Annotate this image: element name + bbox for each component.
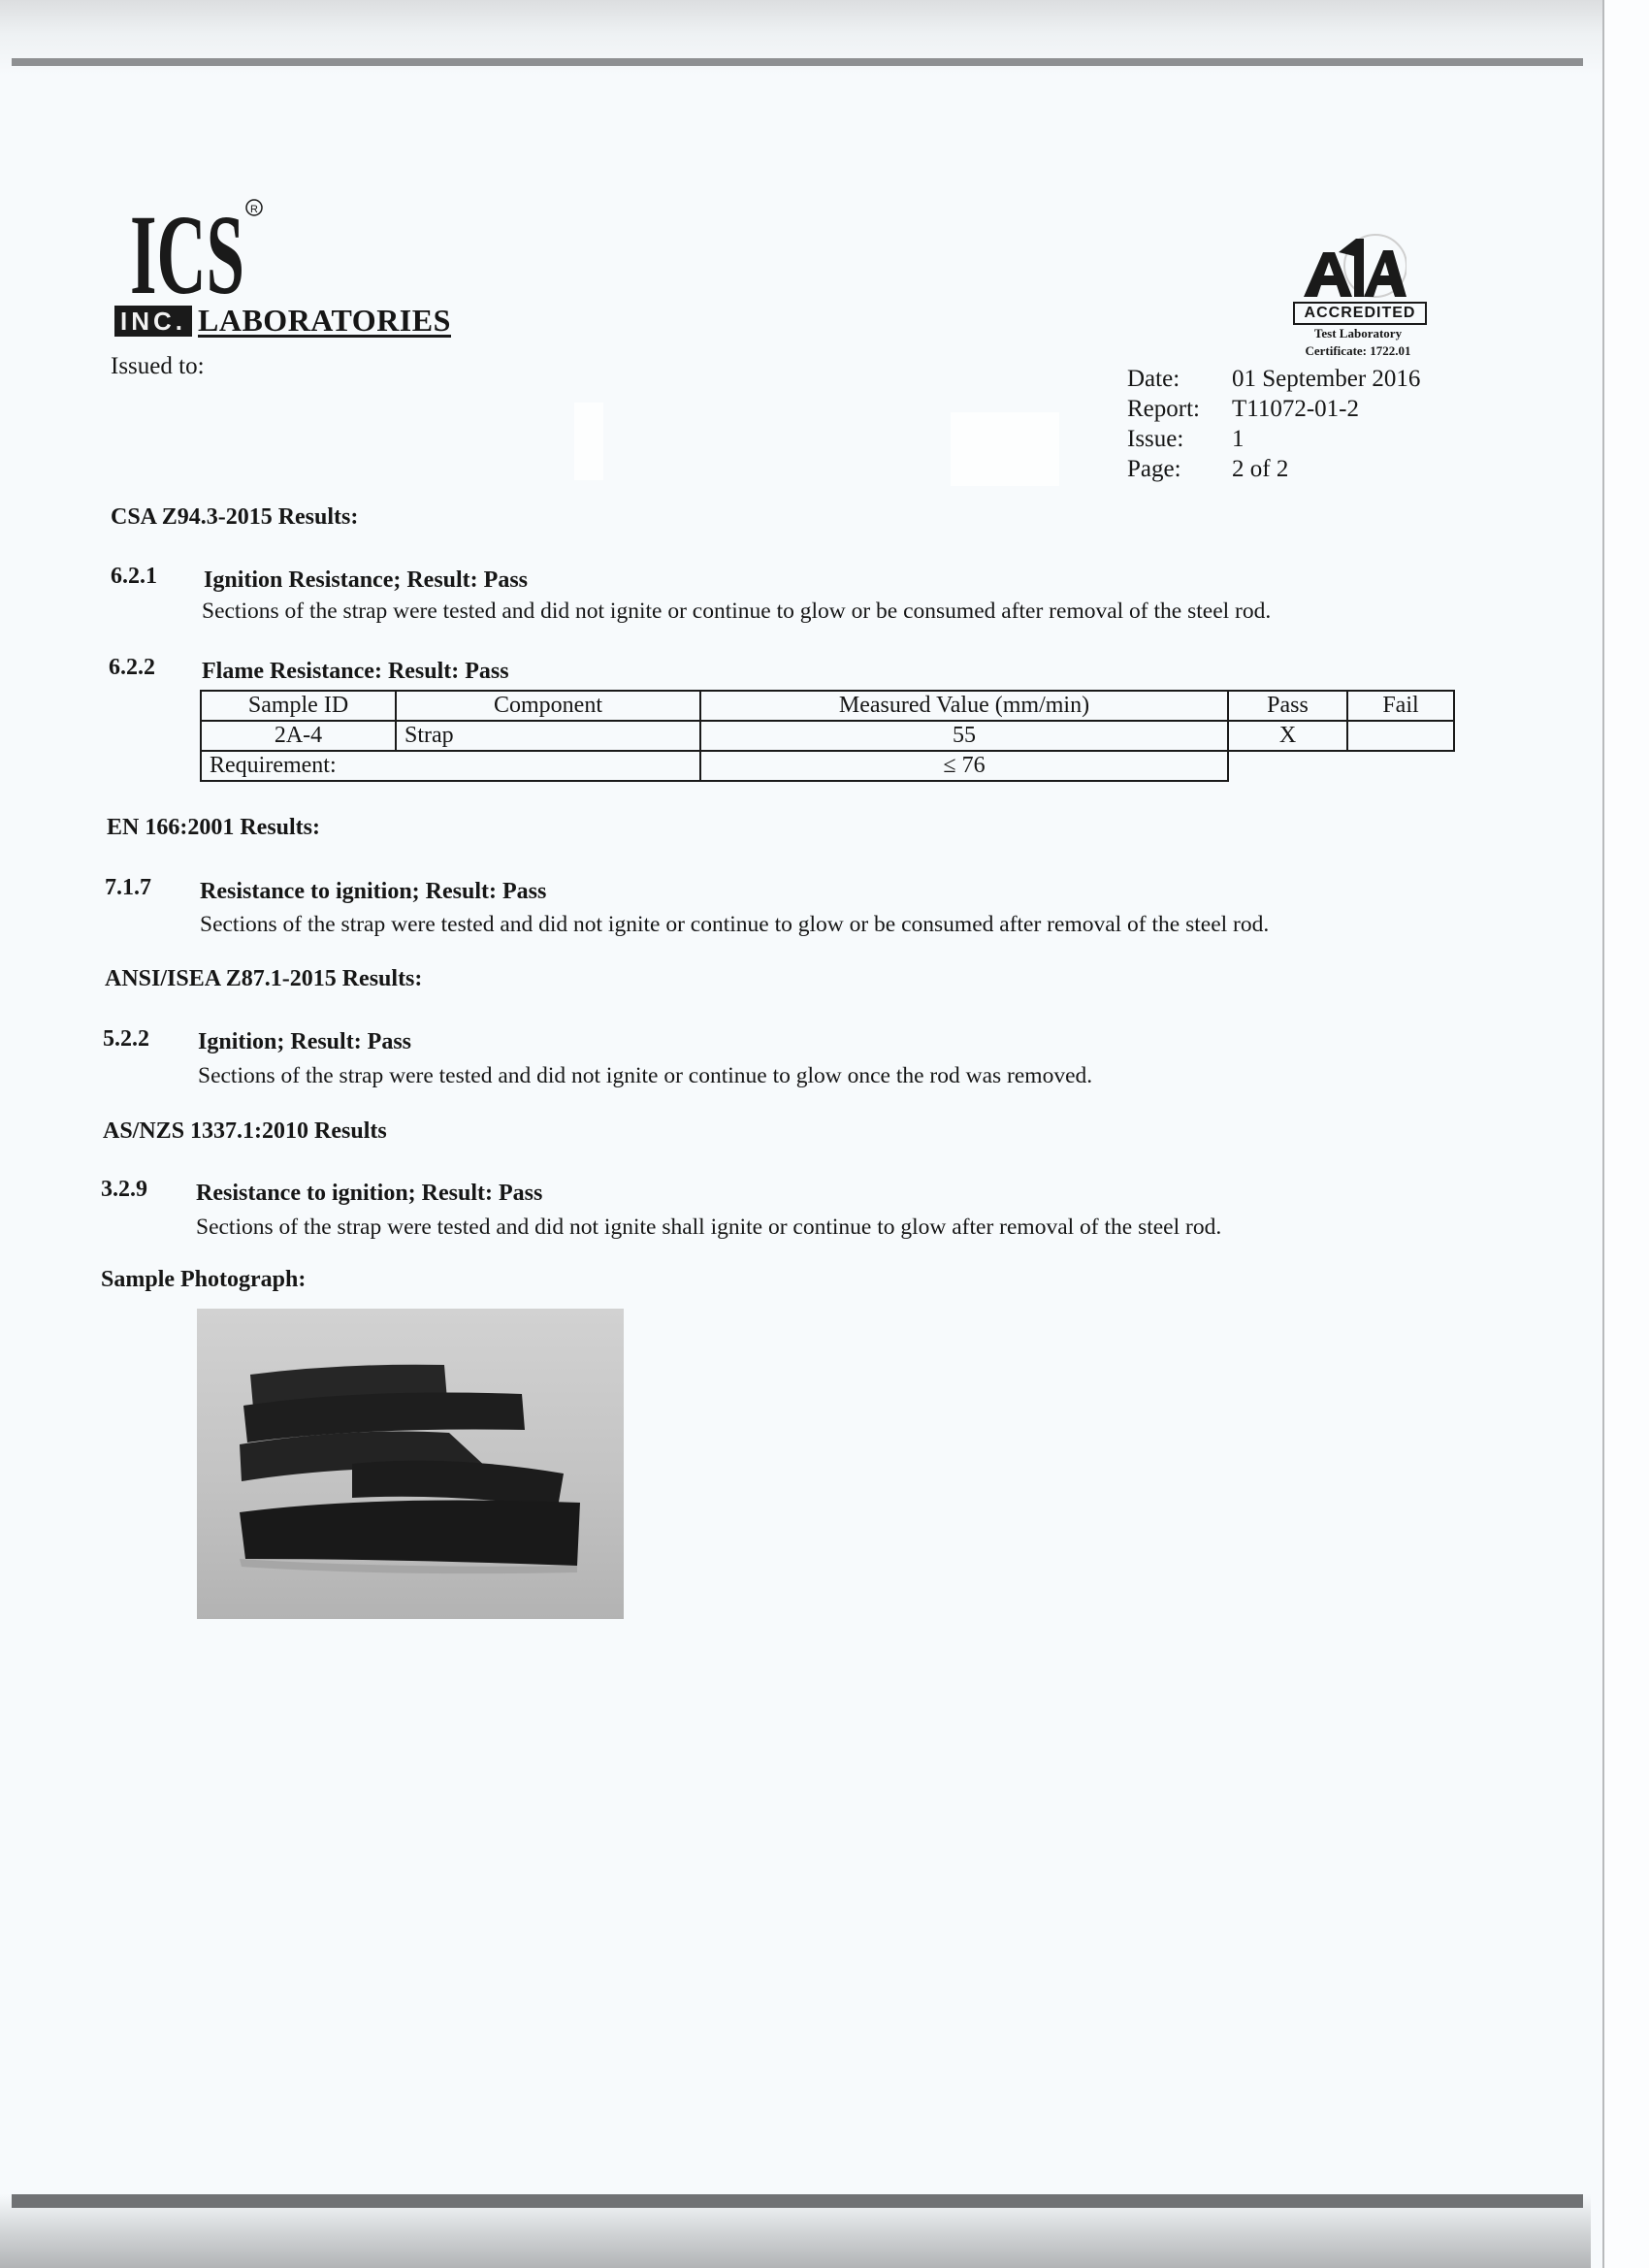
page-value: 2 of 2 [1232, 456, 1289, 482]
sample-photograph [197, 1309, 624, 1619]
issue-label: Issue: [1127, 426, 1184, 452]
csa-item1-number: 6.2.1 [111, 564, 157, 589]
empty-cell [1228, 751, 1454, 781]
svg-text:R: R [250, 204, 258, 215]
redaction-patch [951, 412, 1059, 486]
cell-fail [1347, 721, 1454, 751]
cell-pass: X [1228, 721, 1347, 751]
redaction-patch [574, 403, 603, 480]
flame-resistance-table [200, 690, 1455, 782]
table-row [201, 721, 1454, 751]
report-value: T11072-01-2 [1232, 396, 1359, 422]
scan-right-margin [1602, 0, 1649, 2268]
ansi-item-title: Ignition; Result: Pass [198, 1029, 412, 1054]
asnzs-item-text: Sections of the strap were tested and did not ignite shall ignite or continue to glow after removal of the steel rod. [196, 1215, 1222, 1240]
report-label: Report: [1127, 396, 1200, 422]
en-item-text: Sections of the strap were tested and did not ignite or continue to glow or be consumed after removal of the steel rod. [200, 912, 1270, 937]
issued-to-label: Issued to: [111, 353, 205, 379]
table-header-row [201, 691, 1454, 721]
ansi-section-title: ANSI/ISEA Z87.1-2015 Results: [105, 966, 423, 991]
header-measured-value: Measured Value (mm/min) [700, 691, 1228, 721]
scan-right-edge [1602, 0, 1604, 2268]
company-laboratories: LABORATORIES [198, 302, 451, 338]
svg-text:ICS: ICS [130, 194, 244, 301]
company-logo-wordmark [114, 302, 451, 338]
scan-bottom-edge [12, 2194, 1583, 2208]
requirement-value: ≤ 76 [700, 751, 1228, 781]
csa-item2-number: 6.2.2 [109, 655, 155, 680]
accredited-badge: ACCREDITED [1293, 302, 1427, 325]
accreditation-line-1: Test Laboratory [1313, 326, 1403, 340]
ansi-item-text: Sections of the strap were tested and did not ignite or continue to glow once the rod was removed. [198, 1063, 1093, 1088]
csa-item1-text: Sections of the strap were tested and did not ignite or continue to glow or be consumed after removal of the steel rod. [202, 599, 1272, 624]
accreditation-line-2: Certificate: 1722.01 [1305, 343, 1411, 358]
requirement-label: Requirement: [201, 751, 700, 781]
csa-item1-title: Ignition Resistance; Result: Pass [204, 567, 528, 593]
cell-sample-id: 2A-4 [201, 721, 396, 751]
page-label: Page: [1127, 456, 1181, 482]
asnzs-item-number: 3.2.9 [101, 1177, 147, 1202]
csa-item2-title: Flame Resistance: Result: Pass [202, 659, 509, 684]
ics-logo [130, 194, 266, 301]
sample-photo-title: Sample Photograph: [101, 1267, 307, 1292]
a2la-logo [1300, 233, 1406, 303]
header-fail: Fail [1347, 691, 1454, 721]
scan-top-edge [12, 58, 1583, 66]
date-value: 01 September 2016 [1232, 366, 1421, 392]
ansi-item-number: 5.2.2 [103, 1026, 149, 1052]
asnzs-item-title: Resistance to ignition; Result: Pass [196, 1181, 543, 1206]
cell-component: Strap [396, 721, 700, 751]
header-component: Component [396, 691, 700, 721]
csa-section-title: CSA Z94.3-2015 Results: [111, 504, 359, 530]
cell-measured-value: 55 [700, 721, 1228, 751]
en-section-title: EN 166:2001 Results: [107, 815, 320, 840]
en-item-number: 7.1.7 [105, 875, 151, 900]
issue-value: 1 [1232, 426, 1245, 452]
header-sample-id: Sample ID [201, 691, 396, 721]
header-pass: Pass [1228, 691, 1347, 721]
date-label: Date: [1127, 366, 1180, 392]
requirement-row [201, 751, 1454, 781]
en-item-title: Resistance to ignition; Result: Pass [200, 879, 547, 904]
company-inc: INC. [114, 306, 192, 337]
asnzs-section-title: AS/NZS 1337.1:2010 Results [103, 1118, 387, 1144]
